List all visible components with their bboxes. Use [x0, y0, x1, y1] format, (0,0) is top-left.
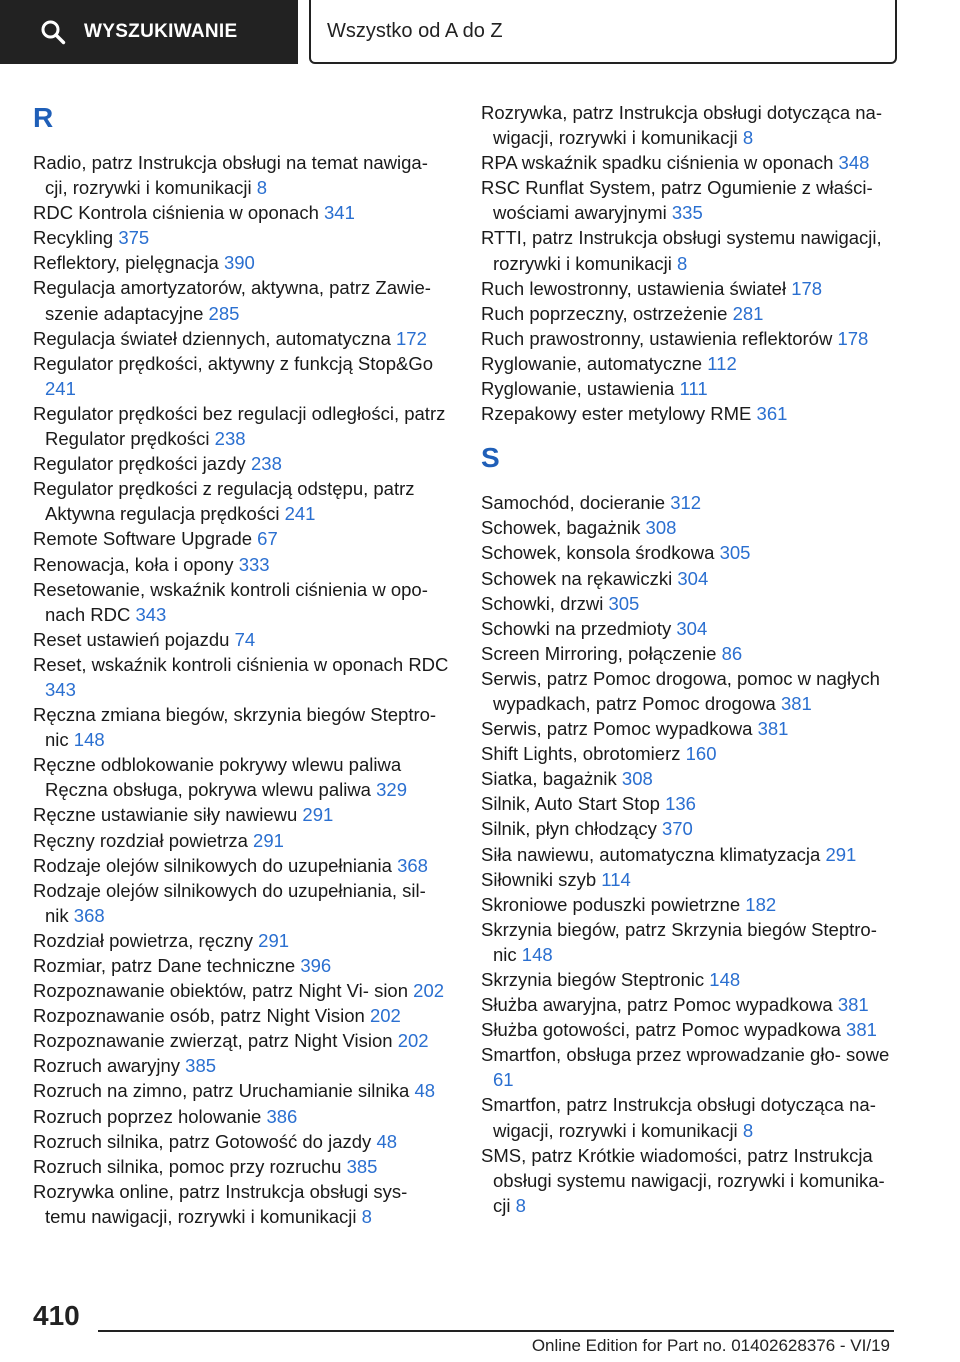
index-entry [33, 1003, 451, 1028]
index-entry-text: Schowek, bagażnik [481, 517, 641, 539]
index-column-left [33, 100, 451, 1229]
index-entry [481, 967, 899, 992]
index-entry-text: Rozpoznawanie zwierząt, patrz Night Vision [33, 1030, 393, 1052]
index-entry [33, 953, 451, 978]
index-entry-text: Reflektory, pielęgnacja [33, 252, 219, 274]
index-entry [481, 175, 899, 225]
page-link[interactable]: 241 [45, 377, 76, 399]
page-link[interactable]: 148 [709, 969, 741, 990]
page-link[interactable]: 305 [719, 542, 751, 564]
page-link[interactable]: 329 [376, 779, 407, 801]
index-entry-text: Regulacja amortyzatorów, aktywna, patrz Zawie- szenie adaptacyjne [33, 277, 431, 324]
page-link[interactable]: 8 [515, 1194, 526, 1216]
index-entry-text: Siła nawiewu, automatyczna klimatyzacja [481, 843, 821, 865]
index-entry [481, 766, 899, 791]
index-entry [33, 878, 451, 928]
index-entry [481, 666, 899, 716]
index-entry [481, 566, 899, 591]
page-link[interactable]: 74 [234, 628, 256, 650]
index-entry [481, 490, 899, 515]
index-entry-text: Skrzynia biegów, patrz Skrzynia biegów Steptro- nic [481, 918, 877, 965]
index-entry [481, 276, 899, 301]
index-entry-text: Ręczna zmiana biegów, skrzynia biegów Steptro- nic [33, 704, 437, 751]
page-link[interactable]: 8 [742, 1119, 754, 1141]
page-link[interactable]: 304 [676, 617, 708, 639]
index-entry [481, 100, 899, 150]
index-entry-text: Służba awaryjna, patrz Pomoc wypadkowa [481, 994, 833, 1016]
index-entry [33, 1129, 451, 1154]
index-entry [33, 577, 451, 627]
index-entry-text: Regulator prędkości jazdy [33, 453, 246, 475]
index-entry [481, 917, 899, 967]
page-link[interactable]: 238 [251, 453, 282, 475]
index-entry-text: Samochód, docieranie [481, 492, 666, 514]
page-link[interactable]: 381 [780, 692, 812, 714]
index-entry-text: RDC Kontrola ciśnienia w oponach [33, 202, 319, 224]
index-entry-text: Remote Software Upgrade [33, 528, 253, 550]
index-entry [481, 616, 899, 641]
page-link[interactable]: 172 [396, 327, 427, 349]
page-link[interactable]: 291 [258, 929, 290, 951]
index-entry [481, 301, 899, 326]
index-entry-text: Radio, patrz Instrukcja obsługi na temat nawiga- cji, rozrywki i komunikacji [33, 152, 428, 199]
page-link[interactable]: 304 [677, 567, 709, 589]
index-entry-text: Siatka, bagażnik [481, 768, 617, 790]
index-entry-text: Ryglowanie, ustawienia [481, 378, 675, 400]
footer-divider [98, 1330, 894, 1332]
index-entry-text: Rozruch awaryjny [33, 1055, 181, 1077]
index-entry [33, 828, 451, 853]
page-link[interactable]: 390 [223, 252, 255, 274]
index-entry-text: Shift Lights, obrotomierz [481, 743, 681, 765]
index-entry-text: Ruch lewostronny, ustawienia świateł [481, 277, 787, 299]
index-entry [33, 752, 451, 802]
index-entry-text: Schowki, drzwi [481, 592, 604, 614]
index-entry [481, 540, 899, 565]
page-link[interactable]: 291 [253, 829, 284, 851]
index-entry-text: Screen Mirroring, połączenie [481, 642, 717, 664]
index-entry-text: Schowki na przedmioty [481, 617, 672, 639]
index-entry [33, 476, 451, 526]
index-entry-text: Renowacja, koła i opony [33, 553, 234, 575]
page-link[interactable]: 112 [707, 352, 737, 374]
index-entry-text: Schowek, konsola środkowa [481, 542, 715, 564]
index-entry [33, 1028, 451, 1053]
index-entry [33, 275, 451, 325]
index-entry [481, 641, 899, 666]
index-entry-text: Skroniowe poduszki powietrzne [481, 893, 741, 915]
page-link[interactable]: 375 [118, 227, 150, 249]
index-entry [33, 1179, 451, 1229]
index-entry [481, 376, 899, 401]
page-header [0, 0, 960, 66]
index-entry [33, 225, 451, 250]
tab-a-to-z[interactable] [309, 0, 897, 64]
page-link[interactable]: 368 [397, 854, 428, 876]
page-link[interactable]: 160 [685, 743, 717, 765]
index-entry-text: Rozpoznawanie obiektów, patrz Night Vi- sion [33, 980, 409, 1002]
page-link[interactable]: 291 [302, 804, 334, 826]
index-entry-text: Recykling [33, 227, 114, 249]
page-link[interactable]: 8 [256, 177, 268, 199]
index-entry-text: RPA wskaźnik spadku ciśnienia w oponach [481, 152, 834, 174]
index-entry-text: RSC Runflat System, patrz Ogumienie z właści- wościami awaryjnymi [481, 177, 873, 224]
index-entry [33, 200, 451, 225]
page-number: 410 [33, 1300, 80, 1331]
page-link[interactable]: 368 [73, 904, 105, 926]
index-entry [33, 351, 451, 401]
page-link[interactable]: 281 [732, 302, 764, 324]
index-entry [33, 451, 451, 476]
page-link[interactable]: 136 [665, 793, 696, 815]
page-link[interactable]: 385 [185, 1055, 217, 1077]
index-entry-text: Regulator prędkości bez regulacji odległości, patrz Regulator prędkości [33, 402, 446, 450]
page-link[interactable]: 111 [679, 378, 708, 400]
index-entry-text: Ręczne ustawianie siły nawiewu [33, 804, 298, 826]
index-entry [33, 853, 451, 878]
index-entry-text: Rozmiar, patrz Dane techniczne [33, 955, 296, 976]
index-entry [481, 1092, 899, 1142]
search-button-label: WYSZUKIWANIE [84, 21, 238, 42]
index-entry [33, 978, 451, 1003]
index-entry [481, 992, 899, 1017]
edition-info: Online Edition for Part no. 01402628376 - VI/19 [531, 1336, 890, 1355]
search-icon [40, 19, 66, 45]
index-entry [481, 867, 899, 892]
page-link[interactable]: 291 [825, 843, 857, 865]
index-entry-text: Rozpoznawanie osób, patrz Night Vision [33, 1005, 365, 1027]
index-entry [33, 326, 451, 351]
index-entry-text: Silnik, Auto Start Stop [481, 793, 660, 815]
index-entry-text: Serwis, patrz Pomoc drogowa, pomoc w nagłych wypadkach, patrz Pomoc drogowa [481, 667, 880, 714]
index-entry [33, 802, 451, 827]
index-entry-text: Serwis, patrz Pomoc wypadkowa [481, 718, 753, 740]
page-link[interactable]: 343 [135, 603, 167, 625]
index-entry [481, 741, 899, 766]
page-link[interactable]: 148 [521, 943, 553, 965]
index-entry [481, 892, 899, 917]
index-entry [481, 225, 899, 275]
index-entry-text: Ryglowanie, automatyczne [481, 352, 703, 374]
index-entry [33, 928, 451, 953]
tab-a-to-z-label: Wszystko od A do Z [327, 19, 503, 42]
page-link[interactable]: 335 [671, 202, 703, 224]
index-entry [33, 652, 451, 702]
page-link[interactable]: 361 [756, 403, 788, 425]
page-link[interactable]: 348 [838, 152, 870, 174]
index-entry-text: Rozruch poprzez holowanie [33, 1105, 262, 1127]
index-entry [33, 401, 451, 451]
index-entry-text: Ręczny rozdział powietrza [33, 829, 248, 851]
index-entry-text: Reset, wskaźnik kontroli ciśnienia w oponach RDC [33, 653, 449, 675]
index-entry-text: Regulator prędkości z regulacją odstępu, patrz Aktywna regulacja prędkości [33, 478, 415, 525]
index-entry [33, 627, 451, 652]
page-link[interactable]: 148 [73, 729, 105, 751]
page-link[interactable]: 308 [645, 517, 677, 539]
page-link[interactable]: 178 [837, 327, 869, 349]
page-link[interactable]: 381 [837, 994, 869, 1016]
index-entry [481, 591, 899, 616]
index-entry [481, 842, 899, 867]
index-entry-text: Silnik, płyn chłodzący [481, 818, 657, 840]
index-entry-text: Resetowanie, wskaźnik kontroli ciśnienia w opo- nach RDC [33, 578, 428, 625]
page-link[interactable]: 343 [45, 678, 76, 700]
index-entry-text: SMS, patrz Krótkie wiadomości, patrz Instrukcja obsługi systemu nawigacji, rozrywki i komunika- cji [481, 1144, 885, 1216]
index-entry [481, 351, 899, 376]
page-link[interactable]: 48 [414, 1080, 436, 1102]
index-entry [481, 1042, 899, 1092]
index-entries-r-left [33, 150, 451, 1229]
page-link[interactable]: 202 [369, 1005, 401, 1027]
page-link[interactable]: 202 [397, 1030, 429, 1052]
page-link[interactable]: 202 [413, 980, 445, 1002]
page-link[interactable]: 241 [284, 503, 316, 525]
page-link[interactable]: 333 [238, 553, 270, 575]
index-entry [33, 1104, 451, 1129]
index-entry [481, 791, 899, 816]
page-link[interactable]: 381 [757, 718, 789, 740]
index-entry [33, 552, 451, 577]
index-entry-text: Schowek na rękawiczki [481, 567, 673, 589]
index-entry [33, 250, 451, 275]
index-entry-text: Ręczne odblokowanie pokrywy wlewu paliwa Ręczna obsługa, pokrywa wlewu paliwa [33, 754, 402, 801]
index-entry-text: Smartfon, obsługa przez wprowadzanie gło- sowe [481, 1044, 890, 1066]
page-link[interactable]: 370 [661, 818, 693, 840]
index-entry-text: Rozruch silnika, pomoc przy rozruchu [33, 1155, 342, 1177]
index-entry-text: Ruch poprzeczny, ostrzeżenie [481, 302, 728, 324]
page-link[interactable]: 396 [300, 955, 332, 976]
index-entry [33, 526, 451, 551]
page-link[interactable]: 341 [324, 202, 355, 224]
index-entry [33, 702, 451, 752]
page-link[interactable]: 8 [742, 127, 754, 149]
page-link[interactable]: 386 [266, 1105, 298, 1127]
page-link[interactable]: 8 [677, 252, 688, 274]
index-entries-s [481, 490, 899, 1218]
page-link[interactable]: 114 [601, 868, 631, 890]
index-entry-text: Służba gotowości, patrz Pomoc wypadkowa [481, 1019, 841, 1041]
index-entry [481, 1143, 899, 1218]
index-entry [481, 401, 899, 426]
page-link[interactable]: 61 [493, 1069, 514, 1091]
page-link[interactable]: 8 [361, 1205, 372, 1227]
index-entry-text: Rodzaje olejów silnikowych do uzupełniania, sil- nik [33, 879, 426, 926]
index-entry-text: Rozdział powietrza, ręczny [33, 929, 254, 951]
page-link[interactable]: 48 [376, 1130, 398, 1152]
index-entry-text: Rzepakowy ester metylowy RME [481, 403, 752, 425]
index-entry-text: Regulator prędkości, aktywny z funkcją Stop&Go [33, 352, 433, 374]
index-entry [33, 1053, 451, 1078]
page-link[interactable]: 385 [346, 1155, 378, 1177]
search-button[interactable] [0, 0, 298, 64]
index-entry-text: Rozrywka online, patrz Instrukcja obsługi sys- temu nawigacji, rozrywki i komunikacji [33, 1180, 408, 1227]
index-entry-text: Skrzynia biegów Steptronic [481, 969, 705, 990]
index-entry-text: Reset ustawień pojazdu [33, 628, 230, 650]
index-entry [33, 1154, 451, 1179]
page-link[interactable]: 182 [745, 893, 777, 915]
index-entry-text: Smartfon, patrz Instrukcja obsługi dotycząca na- wigacji, rozrywki i komunikacji [481, 1094, 876, 1141]
index-entry-text: Ruch prawostronny, ustawienia reflektorów [481, 327, 833, 349]
index-entry-text: RTTI, patrz Instrukcja obsługi systemu nawigacji, rozrywki i komunikacji [481, 227, 882, 274]
index-entry [33, 150, 451, 200]
page-link[interactable]: 312 [670, 492, 702, 514]
section-letter-s: S [481, 442, 500, 474]
page-link[interactable]: 178 [791, 277, 823, 299]
index-entry-text: Rodzaje olejów silnikowych do uzupełniania [33, 854, 392, 876]
index-entry [33, 1078, 451, 1103]
index-entry-text: Rozruch silnika, patrz Gotowość do jazdy [33, 1130, 372, 1152]
index-entry-text: Regulacja świateł dziennych, automatyczna [33, 327, 391, 349]
index-entries-r-right [481, 100, 899, 426]
section-letter-r: R [33, 102, 54, 133]
index-entry [481, 150, 899, 175]
page-link[interactable]: 305 [608, 592, 640, 614]
page-link[interactable]: 308 [621, 768, 653, 790]
index-entry [481, 1017, 899, 1042]
index-entry-text: Rozrywka, patrz Instrukcja obsługi dotycząca na- wigacji, rozrywki i komunikacji [481, 102, 883, 149]
page-link[interactable]: 285 [208, 302, 240, 324]
index-entry [481, 716, 899, 741]
index-column-right [481, 100, 899, 1218]
index-entry [481, 326, 899, 351]
index-entry-text: Siłowniki szyb [481, 868, 597, 890]
page-link[interactable]: 381 [846, 1019, 877, 1041]
index-entry [481, 515, 899, 540]
page-link[interactable]: 86 [721, 642, 743, 664]
page-link[interactable]: 67 [257, 528, 278, 550]
index-entry [481, 816, 899, 841]
page-link[interactable]: 238 [214, 428, 246, 450]
index-entry-text: Rozruch na zimno, patrz Uruchamianie silnika [33, 1080, 410, 1102]
